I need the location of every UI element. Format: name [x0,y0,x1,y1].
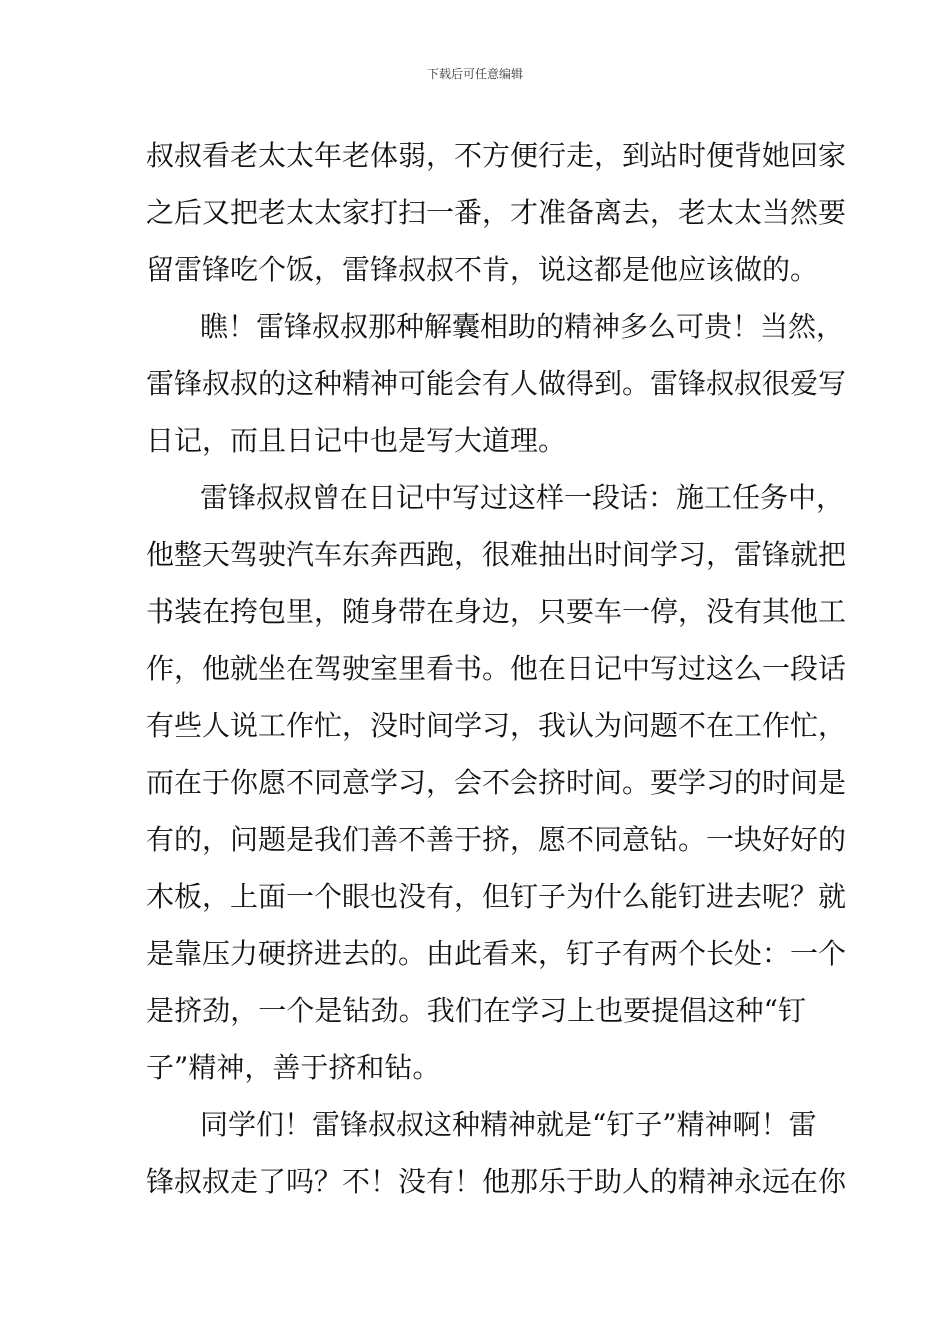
text-line: 木板，上面一个眼也没有，但钉子为什么能钉进去呢？就 [146,880,847,913]
page-header: 下载后可任意编辑 [426,67,523,81]
paragraph [146,469,847,1096]
text-line: 瞧！雷锋叔叔那种解囊相助的精神多么可贵！当然， [200,310,845,343]
text-line: 留雷锋吃个饭，雷锋叔叔不肯，说这都是他应该做的。 [146,253,819,286]
text-line: 雷锋叔叔曾在日记中写过这样一段话：施工任务中， [200,481,845,514]
text-line: 是靠压力硬挤进去的。由此看来，钉子有两个长处：一个 [146,937,847,970]
text-line: 子”精神，善于挤和钻。 [146,1051,441,1084]
document-body [146,127,847,1210]
text-line: 作，他就坐在驾驶室里看书。他在日记中写过这么一段话 [146,652,847,685]
text-line: 有的，问题是我们善不善于挤，愿不同意钻。一块好好的 [146,823,847,856]
paragraph [146,298,847,469]
text-line: 锋叔叔走了吗？不！没有！他那乐于助人的精神永远在你 [146,1165,847,1198]
text-line: 有些人说工作忙，没时间学习，我认为问题不在工作忙， [146,709,847,742]
text-line: 叔叔看老太太年老体弱，不方便行走，到站时便背她回家 [146,139,847,172]
text-line: 同学们！雷锋叔叔这种精神就是“钉子”精神啊！雷 [200,1108,817,1141]
text-line: 雷锋叔叔的这种精神可能会有人做得到。雷锋叔叔很爱写 [146,367,847,400]
text-line: 书装在挎包里，随身带在身边，只要车一停，没有其他工 [146,595,847,628]
text-line: 而在于你愿不同意学习，会不会挤时间。要学习的时间是 [146,766,847,799]
text-line: 日记，而且日记中也是写大道理。 [146,424,567,457]
text-line: 他整天驾驶汽车东奔西跑，很难抽出时间学习，雷锋就把 [146,538,847,571]
text-line: 是挤劲，一个是钻劲。我们在学习上也要提倡这种“钉 [146,994,806,1027]
paragraph [146,127,847,298]
text-line: 之后又把老太太家打扫一番，才准备离去，老太太当然要 [146,196,847,229]
paragraph [146,1096,847,1210]
